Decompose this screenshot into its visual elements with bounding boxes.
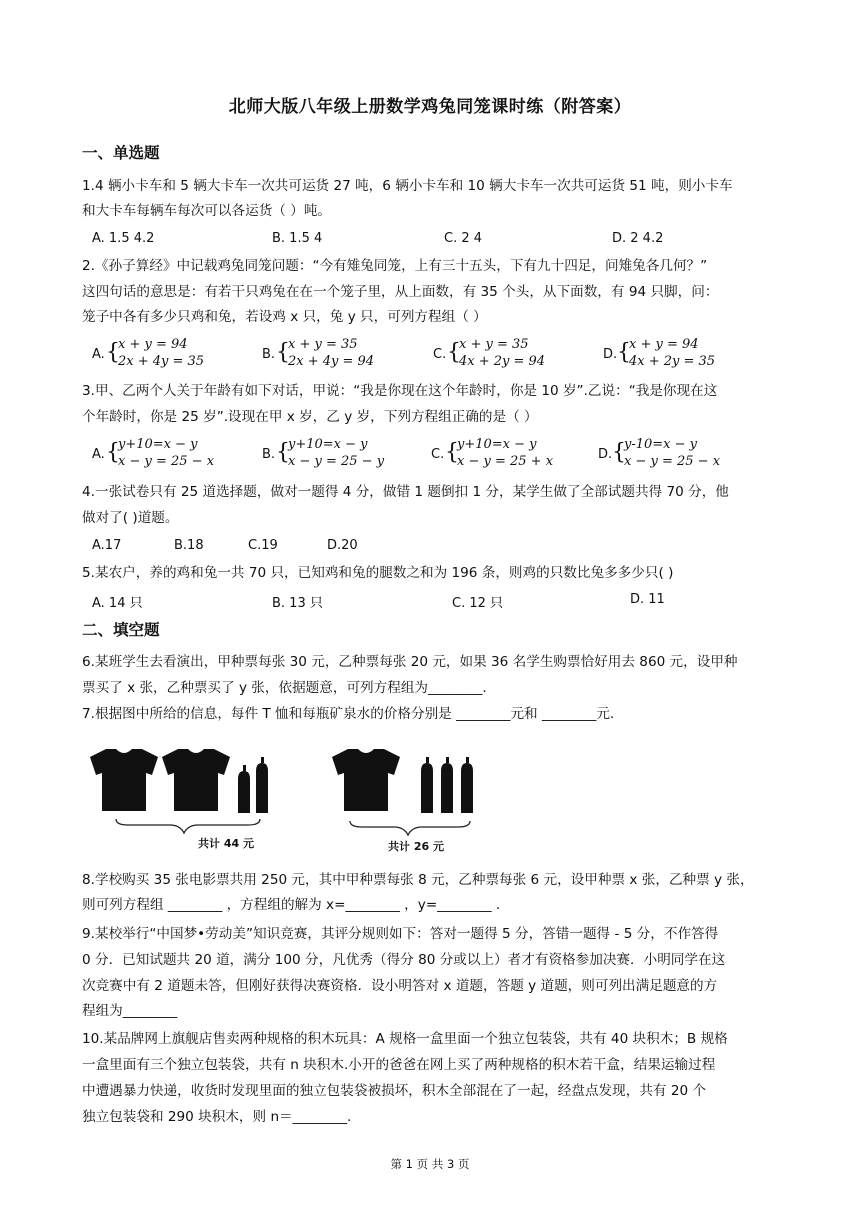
brace-icon: { — [276, 340, 290, 365]
q5-option-d: D. 11 — [630, 592, 665, 607]
q4-option-b: B.18 — [174, 538, 204, 553]
equation-2: 2x + 4y = 94 — [288, 354, 375, 369]
equation-1: y-10=x − y — [624, 437, 698, 452]
q4-line-2: 做对了( )道题。 — [82, 510, 179, 526]
brace-icon: { — [445, 440, 459, 465]
q8-line-2: 则可列方程组 ________ ，方程组的解为 x=________ ，y=________ . — [82, 897, 501, 913]
q10-line-3: 中遭遇暴力快递，收货时发现里面的独立包装袋被损坏，积木全部混在了一起，经盘点发现，共有 20 个 — [82, 1083, 707, 1099]
page-footer: 第 1 页 共 3 页 — [390, 1157, 470, 1171]
q7-figure — [88, 735, 508, 855]
figure-caption-1: 共计 44 元 — [198, 837, 254, 850]
brace-icon: { — [617, 340, 631, 365]
brace-icon: { — [612, 440, 626, 465]
q5-option-a: A. 14 只 — [92, 596, 143, 611]
equation-1: y+10=x − y — [457, 437, 537, 452]
q9-line-1: 9.某校举行“中国梦•劳动美”知识竞赛，其评分规则如下：答对一题得 5 分，答错一题得 - 5 分，不作答得 — [82, 926, 719, 942]
brace-icon: { — [106, 440, 120, 465]
q1-option-c: C. 2 4 — [444, 231, 483, 246]
equation-2: x − y = 25 − x — [624, 454, 721, 469]
q4-option-c: C.19 — [248, 538, 278, 553]
brace-icon: { — [276, 440, 290, 465]
q4-line-1: 4.一张试卷只有 25 道选择题，做对一题得 4 分，做错 1 题倒扣 1 分，某学生做了全部试题共得 70 分，他 — [82, 484, 729, 500]
q1-option-d: D. 2 4.2 — [612, 231, 664, 246]
q9-line-2: 0 分．已知试题共 20 道，满分 100 分，凡优秀（得分 80 分或以上）者才有资格参加决赛．小明同学在这 — [82, 952, 726, 968]
q2-line-1: 2.《孙子算经》中记载鸡兔同笼问题：“今有雉兔同笼，上有三十五头，下有九十四足，问雉兔各几何？” — [82, 258, 708, 274]
equation-2: x − y = 25 − y — [288, 454, 385, 469]
q4-option-d: D.20 — [327, 538, 358, 553]
q10-line-4: 独立包装袋和 290 块积木，则 n＝________. — [82, 1109, 352, 1125]
equation-1: x + y = 35 — [459, 337, 529, 352]
brace-icon: { — [447, 340, 461, 365]
q6-line-2: 票买了 x 张，乙种票买了 y 张，依据题意，可列方程组为________. — [82, 680, 487, 696]
option-label: C. — [433, 347, 447, 362]
tshirt-icon — [332, 749, 400, 811]
q2-line-2: 这四句话的意思是：有若干只鸡兔在在一个笼子里，从上面数，有 35 个头，从下面数，有 94 只脚，问： — [82, 284, 719, 300]
q4-option-a: A.17 — [92, 538, 122, 553]
equation-1: x + y = 94 — [118, 337, 188, 352]
bottle-icon — [256, 757, 268, 813]
q1-line-1: 1.4 辆小卡车和 5 辆大卡车一次共可运货 27 吨，6 辆小卡车和 10 辆大卡车一次共可运货 51 吨，则小卡车 — [82, 178, 733, 194]
bottle-icon — [461, 757, 473, 813]
q5-option-b: B. 13 只 — [272, 596, 323, 611]
tshirt-icon — [90, 749, 158, 811]
q3-line-1: 3.甲、乙两个人关于年龄有如下对话，甲说：“我是你现在这个年龄时，你是 10 岁”.乙说：“我是你现在这 — [82, 383, 718, 399]
option-label: B. — [262, 447, 276, 462]
q1-option-a: A. 1.5 4.2 — [92, 231, 155, 246]
equation-2: 4x + 2y = 35 — [629, 354, 716, 369]
q10-line-1: 10.某品牌网上旗舰店售卖两种规格的积木玩具：A 规格一盒里面一个独立包装袋，共有 40 块积木；B 规格 — [82, 1031, 728, 1047]
bottle-icon — [421, 757, 433, 813]
option-label: A. — [92, 447, 105, 462]
option-label: D. — [603, 347, 618, 362]
q8-line-1: 8.学校购买 35 张电影票共用 250 元，其中甲种票每张 8 元，乙种票每张 6 元，设甲种票 x 张，乙种票 y 张， — [82, 872, 754, 888]
equation-2: x − y = 25 − x — [118, 454, 215, 469]
equation-1: x + y = 35 — [288, 337, 358, 352]
q3-line-2: 个年龄时，你是 25 岁”.设现在甲 x 岁，乙 y 岁，下列方程组正确的是（ ） — [82, 409, 538, 425]
option-label: B. — [262, 347, 276, 362]
section-heading-fill-blank: 二、填空题 — [82, 621, 160, 639]
section-heading-single-choice: 一、单选题 — [82, 144, 160, 162]
equation-1: x + y = 94 — [629, 337, 699, 352]
bottle-icon — [441, 757, 453, 813]
brace-icon: { — [106, 340, 120, 365]
q6-line-1: 6.某班学生去看演出，甲种票每张 30 元，乙种票每张 20 元，如果 36 名学生购票恰好用去 860 元，设甲种 — [82, 654, 738, 670]
q5-line-1: 5.某农户，养的鸡和兔一共 70 只，已知鸡和兔的腿数之和为 196 条，则鸡的只数比兔多多少只( ) — [82, 565, 674, 581]
equation-1: y+10=x − y — [118, 437, 198, 452]
q1-line-2: 和大卡车每辆车每次可以各运货（ ）吨。 — [82, 203, 332, 219]
q5-option-c: C. 12 只 — [452, 596, 504, 611]
tshirt-bottle-illustration — [88, 735, 508, 855]
equation-2: x − y = 25 + x — [457, 454, 554, 469]
q9-line-4: 程组为________ — [82, 1003, 178, 1019]
option-label: D. — [598, 447, 613, 462]
q10-line-2: 一盒里面有三个独立包装袋，共有 n 块积木.小开的爸爸在网上买了两种规格的积木若干盒，结果运输过程 — [82, 1057, 716, 1073]
equation-1: y+10=x − y — [288, 437, 368, 452]
q7-line-1: 7.根据图中所给的信息，每件 T 恤和每瓶矿泉水的价格分别是 ________元和 ________元. — [82, 706, 615, 722]
equation-2: 4x + 2y = 94 — [459, 354, 546, 369]
tshirt-icon — [162, 749, 230, 811]
q2-line-3: 笼子中各有多少只鸡和兔，若设鸡 x 只，兔 y 只，可列方程组（ ） — [82, 309, 487, 325]
page-title: 北师大版八年级上册数学鸡兔同笼课时练（附答案） — [228, 97, 632, 117]
equation-2: 2x + 4y = 35 — [118, 354, 205, 369]
option-label: A. — [92, 347, 105, 362]
q9-line-3: 次竞赛中有 2 道题未答，但刚好获得决赛资格．设小明答对 x 道题，答题 y 道题，则可列出满足题意的方 — [82, 978, 718, 994]
figure-caption-2: 共计 26 元 — [388, 840, 444, 853]
bottle-icon — [238, 765, 250, 813]
option-label: C. — [431, 447, 445, 462]
q1-option-b: B. 1.5 4 — [272, 231, 323, 246]
